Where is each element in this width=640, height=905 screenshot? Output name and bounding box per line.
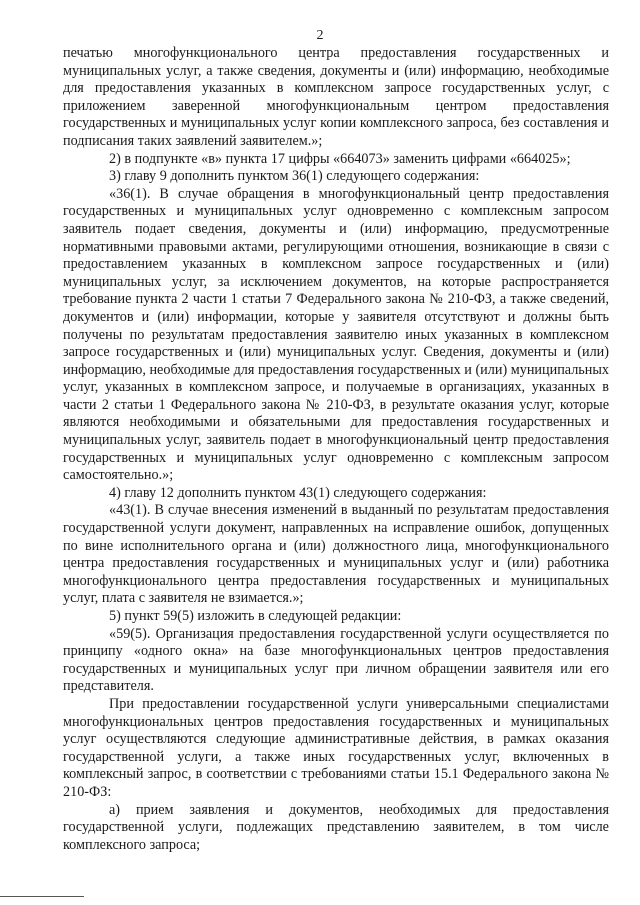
page-number: 2 [316,28,324,43]
paragraph-clause-59-5: «59(5). Организация предоставления государственной услуги осуществляется по принципу «одного окна» на базе многофункциональных центров предоставления государственных и муниципальных услуг при личном обращении заявителя или его представителя. [63,625,609,695]
paragraph-continuation: печатью многофункционального центра предоставления государственных и муниципальных услуг, а также сведения, документы и (или) информацию, необходимые для предоставления указанных в комплексном запросе государственных услуг, с приложением заверенной многофункциональным центром предоставления государственных и муниципальных услуг копии комплексного запроса, без составления и подписания таких заявлений заявителем.»; [63,45,609,149]
paragraph-clause-36-1: «36(1). В случае обращения в многофункциональный центр предоставления государственных и муниципальных услуг одновременно с комплексным запросом заявитель подает сведения, документы и (или) информацию, предусмотренные нормативными правовыми актами, регулирующими отношения, возникающие в связи с предоставлением указанных в комплексном запросе государственных и (или) муниципальных услуг, за исключением документов, на которые распространяется требование пункта 2 части 1 статьи 7 Федерального закона № 210-ФЗ, а также сведений, документов и (или) информации, которые у заявителя отсутствуют и должны быть получены по результатам предоставления заявителю иных указанных в комплексном запросе государственных и (или) муниципальных услуг. Сведения, документы и (или) информацию, необходимые для предоставления государственных и (или) муниципальных услуг, указанных в комплексном запросе, и получаемые в организациях, указанных в части 2 статьи 1 Федерального закона № 210-ФЗ, в результате оказания услуг, которые являются необходимыми и обязательными для предоставления государственных и муниципальных услуг, заявитель подает в многофункциональный центр предоставления государственных и муниципальных услуг одновременно с комплексным запросом самостоятельно.»; [63,185,609,484]
paragraph-item-2: 2) в подпункте «в» пункта 17 цифры «664073» заменить цифрами «664025»; [109,150,571,167]
footnote-rule [0,896,84,897]
paragraph-item-3: 3) главу 9 дополнить пунктом 36(1) следующего содержания: [109,168,480,185]
paragraph-clause-43-1: «43(1). В случае внесения изменений в выданный по результатам предоставления государственной услуги документ, направленных на исправление ошибок, допущенных по вине исполнительного органа и (или) должностного лица, многофункционального центра предоставления государственных и муниципальных услуг и (или) работника многофункционального центра предоставления государственных и муниципальных услуг, плата с заявителя не взимается.»; [63,502,609,607]
document-body [63,45,609,854]
paragraph-item-5: 5) пункт 59(5) изложить в следующей редакции: [109,608,402,624]
paragraph-admin-actions: При предоставлении государственной услуги универсальными специалистами многофункциональных центров предоставления государственных и муниципальных услуг осуществляются следующие административные действия, в рамках оказания государственной услуги, а также иных государственных услуг, включенных в комплексный запрос, в соответствии с требованиями статьи 15.1 Федерального закона № 210-ФЗ: [63,695,609,800]
paragraph-item-4: 4) главу 12 дополнить пунктом 43(1) следующего содержания: [109,484,487,501]
paragraph-subitem-a: а) прием заявления и документов, необходимых для предоставления государственной услуги, подлежащих представлению заявителем, в том числе комплексного запроса; [63,801,609,853]
